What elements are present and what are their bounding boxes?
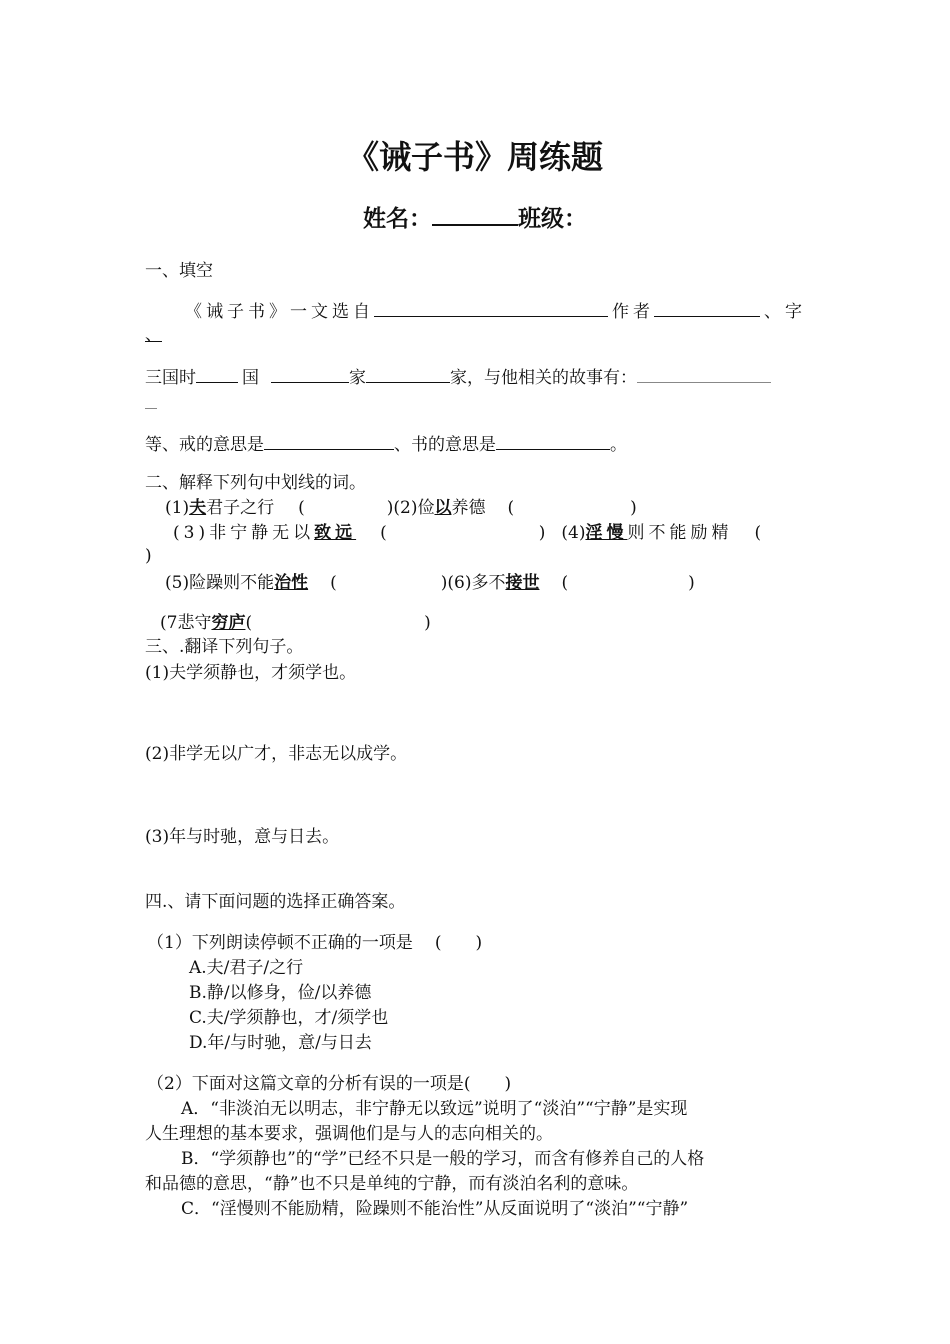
underlined-word: 穷庐	[211, 613, 246, 633]
underlined-word: 夫	[189, 498, 207, 518]
story-blank[interactable]	[637, 366, 771, 383]
option-q1-a: A.夫/君子/之行	[189, 958, 304, 978]
explain-row-1: (1)夫君子之行 ( )(2)俭以养德 ( )	[165, 498, 637, 518]
underlined-word: 淫慢	[585, 523, 628, 543]
underlined-word: 治性	[274, 573, 309, 593]
section2-heading: 二、解释下列句中划线的词。	[145, 473, 366, 493]
option-q1-d: D.年/与时驰，意/与日去	[189, 1033, 372, 1053]
translate-q2: (2)非学无以广才，非志无以成学。	[145, 744, 408, 764]
option-q2-b-line2: 和品德的意思，“静”也不只是单纯的宁静，而有淡泊名利的意味。	[145, 1174, 639, 1194]
source-blank[interactable]	[374, 300, 608, 317]
fill-line-1: 《诫子书》一文选自 作者 、字	[185, 302, 806, 322]
jie-meaning-blank[interactable]	[264, 433, 394, 450]
fill-line-2: 三国时 国 家 家，与他相关的故事有：	[145, 366, 771, 389]
option-q1-b: B.静/以修身，俭/以养德	[189, 983, 372, 1003]
name-class-row	[0, 200, 950, 233]
option-q2-a-line2: 人生理想的基本要求，强调他们是与人的志向相关的。	[145, 1124, 553, 1144]
choice-q2: （2）下面对这篇文章的分析有误的一项是( )	[147, 1074, 512, 1094]
section3-heading: 三、.翻译下列句子。	[145, 637, 304, 657]
option-q2-b-line1: B．“学须静也”的“学”已经不只是一般的学习，而含有修养自己的人格	[181, 1149, 705, 1169]
explain-row-3: (5)险躁则不能治性 ( )(6)多不接世 ( )	[165, 573, 695, 593]
fill-line-1-wrap: 、	[145, 325, 162, 345]
page-title: 《诫子书》周练题	[346, 138, 603, 176]
name-label: 姓名：	[363, 206, 432, 232]
option-q1-c: C.夫/学须静也，才/须学也	[189, 1008, 389, 1028]
underlined-word: 致远	[314, 523, 357, 543]
translate-q1: (1)夫学须静也，才须学也。	[145, 663, 357, 683]
role1-blank[interactable]	[271, 366, 349, 383]
underlined-word: 以	[434, 498, 452, 518]
underlined-word: 接世	[505, 573, 540, 593]
explain-row-2: (3)非宁静无以致远 ( ) (4)淫慢则不能励精 (	[173, 523, 762, 543]
section4-heading: 四.、请下面问题的选择正确答案。	[145, 892, 406, 912]
explain-row-4: (7悲守穷庐( )	[160, 613, 431, 633]
fill-line-3: 等、戒的意思是 、书的意思是 。	[145, 435, 627, 455]
name-blank[interactable]	[432, 208, 518, 226]
option-q2-c-line1: C．“淫慢则不能励精，险躁则不能治性”从反面说明了“淡泊”“宁静”	[181, 1199, 689, 1219]
role2-blank[interactable]	[366, 366, 450, 383]
section1-heading: 一、填空	[145, 261, 213, 281]
fill-line-2-wrap	[145, 392, 157, 415]
choice-q1: （1）下列朗读停顿不正确的一项是 ( )	[147, 933, 483, 953]
translate-q3: (3)年与时驰，意与日去。	[145, 827, 340, 847]
class-label: 班级：	[518, 206, 587, 232]
shu-meaning-blank[interactable]	[496, 433, 610, 450]
option-q2-a-line1: A．“非淡泊无以明志，非宁静无以致远”说明了“淡泊”“宁静”是实现	[181, 1099, 688, 1119]
explain-row-2-wrap: )	[145, 546, 152, 566]
author-blank[interactable]	[654, 300, 760, 317]
kingdom-blank[interactable]	[196, 366, 238, 383]
answer-paren[interactable]: ( )	[434, 933, 483, 953]
